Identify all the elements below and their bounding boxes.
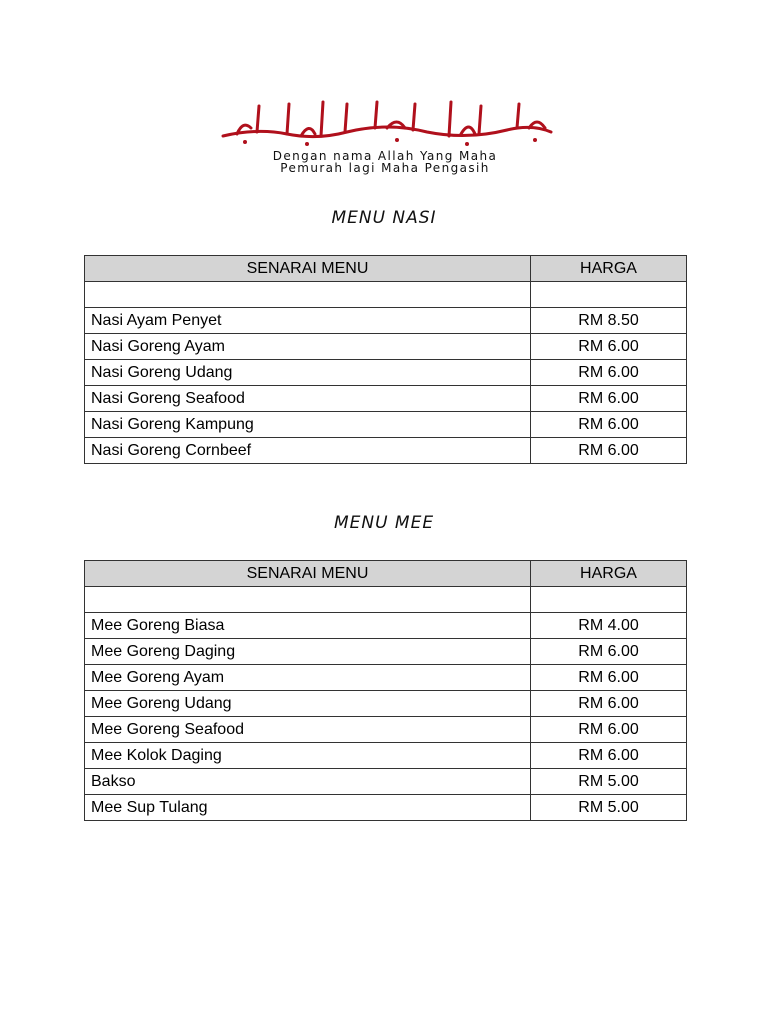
menu-mee-title: MENU MEE: [333, 513, 435, 533]
menu-item-price: RM 6.00: [531, 334, 687, 360]
menu-item-row: [85, 386, 687, 412]
menu-item-name: Mee Goreng Ayam: [85, 665, 531, 691]
column-header-price: HARGA: [531, 256, 687, 282]
menu-item-name: Mee Goreng Seafood: [85, 717, 531, 743]
menu-item-name: Nasi Ayam Penyet: [85, 308, 531, 334]
bismillah-translation-line2: Pemurah lagi Maha Pengasih: [280, 161, 490, 175]
menu-item-row: [85, 691, 687, 717]
menu-item-name: Mee Goreng Udang: [85, 691, 531, 717]
menu-item-row: [85, 717, 687, 743]
menu-item-row: [85, 769, 687, 795]
menu-mee-table: [84, 560, 687, 821]
menu-item-name: Nasi Goreng Ayam: [85, 334, 531, 360]
table-header-row: [85, 561, 687, 587]
menu-item-name: Mee Goreng Daging: [85, 639, 531, 665]
menu-item-price: RM 6.00: [531, 717, 687, 743]
spacer-row: [85, 282, 687, 308]
column-header-menu: SENARAI MENU: [85, 561, 531, 587]
menu-item-price: RM 6.00: [531, 639, 687, 665]
menu-item-row: [85, 412, 687, 438]
menu-item-row: [85, 334, 687, 360]
menu-nasi-title: MENU NASI: [331, 208, 437, 228]
menu-item-name: Nasi Goreng Seafood: [85, 386, 531, 412]
menu-item-price: RM 5.00: [531, 769, 687, 795]
menu-item-name: Nasi Goreng Kampung: [85, 412, 531, 438]
column-header-menu: SENARAI MENU: [85, 256, 531, 282]
menu-item-name: Mee Sup Tulang: [85, 795, 531, 821]
menu-nasi-table: [84, 255, 687, 464]
menu-item-price: RM 6.00: [531, 386, 687, 412]
menu-item-name: Nasi Goreng Udang: [85, 360, 531, 386]
menu-item-price: RM 8.50: [531, 308, 687, 334]
menu-item-row: [85, 613, 687, 639]
menu-item-price: RM 5.00: [531, 795, 687, 821]
menu-item-price: RM 6.00: [531, 412, 687, 438]
bismillah-translation-line1: Dengan nama Allah Yang Maha: [272, 149, 498, 163]
menu-item-price: RM 4.00: [531, 613, 687, 639]
menu-item-row: [85, 639, 687, 665]
menu-item-row: [85, 743, 687, 769]
menu-item-price: RM 6.00: [531, 360, 687, 386]
menu-item-price: RM 6.00: [531, 438, 687, 464]
menu-item-row: [85, 665, 687, 691]
menu-item-price: RM 6.00: [531, 665, 687, 691]
menu-item-row: [85, 360, 687, 386]
bismillah-calligraphy-image: [217, 98, 557, 148]
menu-item-row: [85, 795, 687, 821]
menu-item-price: RM 6.00: [531, 743, 687, 769]
spacer-row: [85, 587, 687, 613]
menu-item-name: Bakso: [85, 769, 531, 795]
table-header-row: [85, 256, 687, 282]
menu-item-name: Mee Kolok Daging: [85, 743, 531, 769]
menu-item-name: Mee Goreng Biasa: [85, 613, 531, 639]
menu-item-row: [85, 308, 687, 334]
menu-item-name: Nasi Goreng Cornbeef: [85, 438, 531, 464]
menu-item-price: RM 6.00: [531, 691, 687, 717]
bismillah-header: [205, 98, 565, 178]
menu-item-row: [85, 438, 687, 464]
column-header-price: HARGA: [531, 561, 687, 587]
